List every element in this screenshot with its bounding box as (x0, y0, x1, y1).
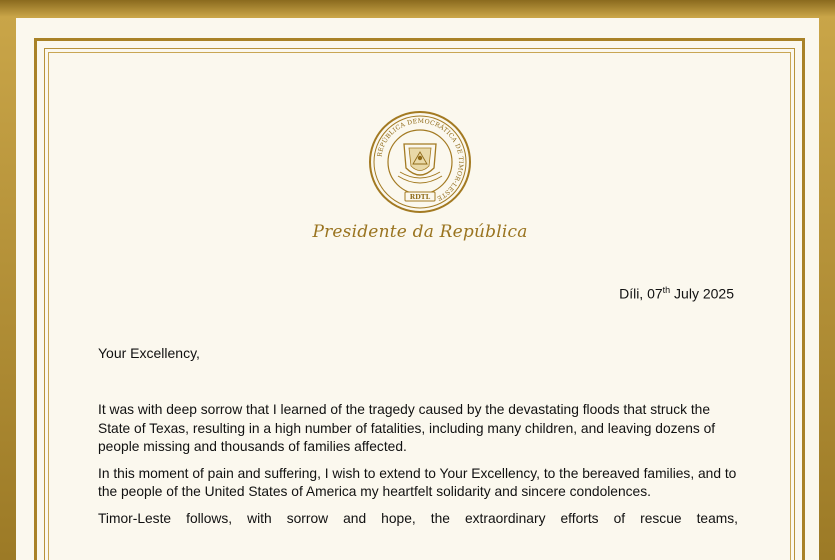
seal-banner-text: RDTL (409, 193, 431, 201)
paragraph-1: It was with deep sorrow that I learned of the tragedy caused by the devastating floods that struck the State of Texas, resulting in a high number of fatalities, including many children, and leaving dozens of people missing and thousands of families affected. (98, 402, 716, 454)
date-suffix: July 2025 (670, 285, 734, 302)
svg-text:REPÚBLICA DEMOCRÁTICA DE TIMOR: REPÚBLICA DEMOCRÁTICA DE TIMOR-LESTE (376, 117, 465, 202)
date-prefix: Díli, 07 (619, 285, 663, 302)
letter-body (98, 401, 738, 536)
letterhead-office-title: Presidente da República (312, 222, 528, 242)
date-ordinal: th (662, 285, 671, 295)
salutation: Your Excellency, (98, 345, 200, 361)
paragraph-2: In this moment of pain and suffering, I wish to extend to Your Excellency, to the bereaved families, and to the people of the United States of America my heartfelt solidarity and sincere condolences. (98, 465, 737, 499)
paragraph-3: Timor-Leste follows, with sorrow and hope, the extraordinary efforts of rescue teams, (98, 510, 738, 526)
place-date (619, 285, 734, 302)
national-seal-emblem (366, 108, 474, 216)
